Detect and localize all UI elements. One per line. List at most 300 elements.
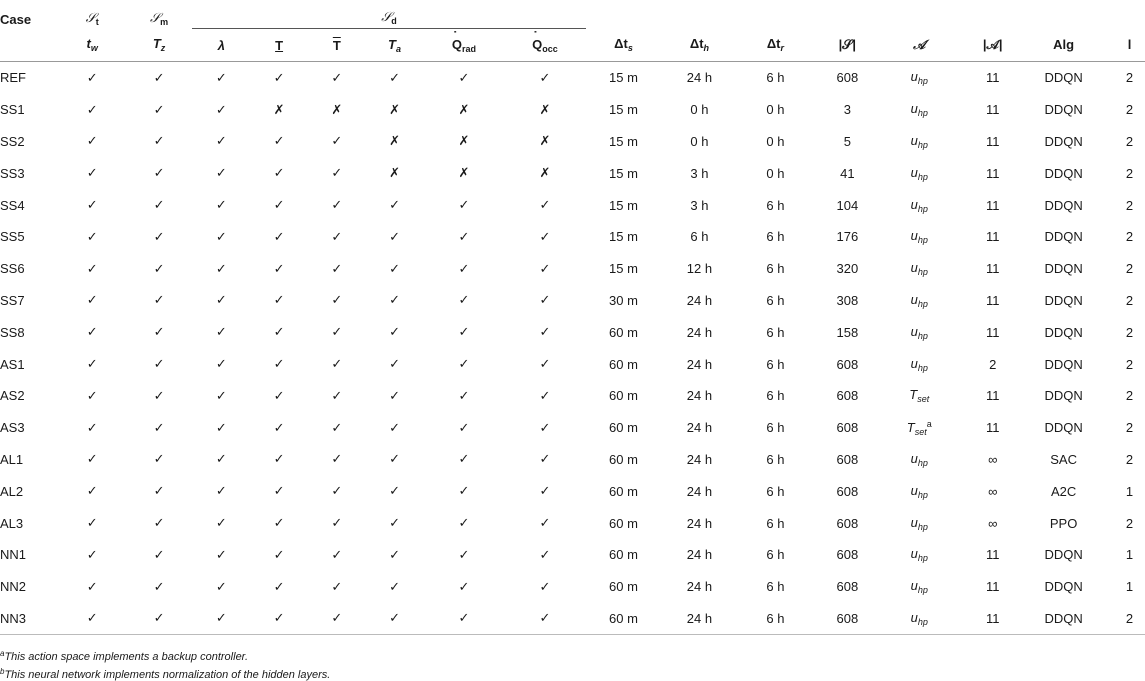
cell-last: 2	[1125, 292, 1134, 308]
cell-qocc: ✓	[539, 387, 551, 403]
cell-dtr: 6 h	[766, 356, 785, 372]
header-tw: $t_w$	[86, 36, 98, 54]
cell-dts: 60 m	[609, 579, 638, 595]
cell-ta: ✓	[389, 197, 400, 213]
cell-alg: DDQN	[1044, 420, 1083, 436]
cell-t-max: ✓	[331, 165, 343, 181]
cell-tz: ✓	[153, 356, 165, 372]
cell-dth: 0 h	[690, 102, 709, 118]
cell-last: 2	[1125, 197, 1134, 213]
cell-alg: DDQN	[1044, 197, 1083, 213]
cell-qrad: ✓	[458, 69, 470, 85]
cell-qocc: ✓	[539, 419, 551, 435]
table-row	[0, 539, 1145, 571]
cell-lambda: ✓	[215, 260, 227, 276]
cell-case: AL2	[0, 483, 24, 499]
table-row	[0, 62, 1145, 94]
cell-dtr: 0 h	[766, 133, 785, 149]
cell-s-size: 608	[836, 483, 859, 499]
cell-s-size: 608	[836, 610, 859, 626]
cell-dts: 60 m	[609, 515, 638, 531]
table-row	[0, 507, 1145, 539]
cell-alg: A2C	[1050, 483, 1077, 499]
cell-a-size: 11	[985, 70, 1000, 86]
cell-dts: 60 m	[609, 547, 638, 563]
cell-case: NN2	[0, 579, 27, 595]
cell-lambda: ✓	[215, 133, 227, 149]
cell-a-size: 11	[985, 610, 1000, 626]
table-row	[0, 126, 1145, 158]
cell-tw: ✓	[86, 387, 98, 403]
cell-qocc: ✗	[539, 101, 551, 117]
cell-t-max: ✓	[331, 292, 343, 308]
cell-last: 2	[1125, 261, 1134, 277]
cell-tw: ✓	[86, 546, 98, 562]
cell-s-size: 608	[836, 451, 859, 467]
cell-dts: 30 m	[609, 292, 638, 308]
cell-action: $u_{hp}$	[910, 355, 928, 373]
cell-t-min: ✓	[273, 133, 285, 149]
cell-s-size: 608	[836, 515, 859, 531]
cell-qrad: ✗	[458, 101, 470, 117]
cell-dtr: 6 h	[766, 229, 785, 245]
cell-dtr: 6 h	[766, 579, 785, 595]
cell-t-min: ✓	[273, 324, 285, 340]
cell-dth: 24 h	[686, 515, 713, 531]
cell-tw: ✓	[86, 451, 98, 467]
cell-action: $u_{hp}$	[910, 260, 928, 278]
header-dtr: $\Delta t_r$	[766, 36, 785, 54]
cell-ta: ✓	[389, 69, 400, 85]
cell-alg: DDQN	[1044, 324, 1083, 340]
cell-t-max: ✓	[331, 419, 343, 435]
cell-qocc: ✓	[539, 515, 551, 531]
cell-s-size: 308	[836, 292, 859, 308]
cell-dtr: 6 h	[766, 388, 785, 404]
cell-t-max: ✓	[331, 197, 343, 213]
cell-dts: 15 m	[609, 197, 638, 213]
cell-lambda: ✓	[215, 419, 227, 435]
cell-last: 1	[1125, 579, 1134, 595]
cell-last: 2	[1125, 515, 1134, 531]
cell-t-min: ✓	[273, 356, 285, 372]
cell-dth: 24 h	[686, 420, 713, 436]
cell-lambda: ✓	[215, 356, 227, 372]
cell-dts: 60 m	[609, 324, 638, 340]
table-row	[0, 189, 1145, 221]
cell-tw: ✓	[86, 515, 98, 531]
cell-alg: DDQN	[1044, 610, 1083, 626]
table-row	[0, 157, 1145, 189]
cell-dtr: 6 h	[766, 324, 785, 340]
cell-action: $u_{hp}$	[910, 291, 928, 309]
header-t-max: $\overline{T}$	[332, 37, 341, 53]
cell-t-min: ✗	[273, 101, 285, 117]
cell-tw: ✓	[86, 578, 98, 594]
cell-tw: ✓	[86, 356, 98, 372]
cell-t-max: ✓	[331, 515, 343, 531]
footnote-a: $^a$This action space implements a backup controller.	[0, 649, 248, 663]
cell-a-size: 11	[985, 229, 1000, 245]
cell-case: AS3	[0, 420, 25, 436]
cell-dth: 24 h	[686, 388, 713, 404]
cell-s-size: 104	[836, 197, 859, 213]
table-body	[0, 62, 1145, 635]
cell-last: 2	[1125, 388, 1134, 404]
cell-t-min: ✓	[273, 483, 285, 499]
cell-lambda: ✓	[215, 228, 227, 244]
cell-t-min: ✓	[273, 451, 285, 467]
cell-t-min: ✓	[273, 292, 285, 308]
cell-alg: DDQN	[1044, 102, 1083, 118]
table-row	[0, 444, 1145, 476]
table-row	[0, 603, 1145, 635]
cell-t-min: ✓	[273, 515, 285, 531]
cell-lambda: ✓	[215, 165, 227, 181]
table-row	[0, 221, 1145, 253]
cell-lambda: ✓	[215, 197, 227, 213]
cell-a-size: ∞	[988, 515, 998, 531]
cell-qocc: ✓	[539, 197, 551, 213]
cell-dth: 3 h	[690, 197, 709, 213]
cell-case: AL1	[0, 451, 24, 467]
cell-qocc: ✗	[539, 165, 551, 181]
cell-action: $u_{hp}$	[910, 196, 928, 214]
cell-dts: 60 m	[609, 451, 638, 467]
cell-dts: 60 m	[609, 388, 638, 404]
cell-s-size: 41	[840, 165, 855, 181]
cell-qocc: ✓	[539, 292, 551, 308]
table-row	[0, 94, 1145, 126]
cell-last: 1	[1125, 483, 1134, 499]
cell-a-size: ∞	[988, 451, 998, 467]
cell-qrad: ✓	[458, 483, 470, 499]
cell-ta: ✓	[389, 419, 400, 435]
cell-lambda: ✓	[215, 387, 227, 403]
cell-tz: ✓	[153, 133, 165, 149]
cell-t-min: ✓	[273, 69, 285, 85]
cell-a-size: 11	[985, 261, 1000, 277]
cell-t-min: ✓	[273, 610, 285, 626]
header-qocc: ˙ $Q_{occ}$	[504, 29, 585, 62]
cell-t-min: ✓	[273, 197, 285, 213]
header-alg: Alg	[1053, 37, 1075, 53]
cell-dtr: 6 h	[766, 515, 785, 531]
cell-dtr: 6 h	[766, 483, 785, 499]
cell-t-min: ✓	[273, 260, 285, 276]
cell-action: $u_{hp}$	[910, 546, 928, 564]
cell-dth: 24 h	[686, 324, 713, 340]
cell-last: 1	[1125, 547, 1134, 563]
header-case: Case	[0, 11, 32, 27]
cell-t-min: ✓	[273, 228, 285, 244]
cell-ta: ✓	[389, 610, 400, 626]
cell-qrad: ✓	[458, 419, 470, 435]
table-row	[0, 285, 1145, 317]
table-row	[0, 475, 1145, 507]
cell-dtr: 0 h	[766, 102, 785, 118]
cell-ta: ✗	[389, 165, 400, 181]
cell-ta: ✓	[389, 387, 400, 403]
cell-case: AL3	[0, 515, 24, 531]
cell-qocc: ✓	[539, 69, 551, 85]
cell-dth: 24 h	[686, 70, 713, 86]
cell-t-min: ✓	[273, 546, 285, 562]
cell-qocc: ✓	[539, 260, 551, 276]
cell-tw: ✓	[86, 260, 98, 276]
cell-s-size: 176	[836, 229, 859, 245]
cell-dtr: 6 h	[766, 292, 785, 308]
cell-tw: ✓	[86, 228, 98, 244]
cell-case: SS3	[0, 165, 25, 181]
cell-lambda: ✓	[215, 515, 227, 531]
cell-tz: ✓	[153, 324, 165, 340]
cell-case: NN3	[0, 610, 27, 626]
header-dts: $\Delta t_s$	[614, 36, 633, 54]
cell-qrad: ✓	[458, 228, 470, 244]
cell-alg: SAC	[1050, 451, 1077, 467]
cell-last: 2	[1125, 102, 1134, 118]
cell-dth: 0 h	[690, 133, 709, 149]
cell-qrad: ✓	[458, 451, 470, 467]
cell-t-max: ✓	[331, 228, 343, 244]
cell-a-size: 11	[985, 165, 1000, 181]
cell-a-size: 11	[985, 197, 1000, 213]
header-qrad: ˙ $Q_{rad}$	[423, 29, 504, 62]
cell-dth: 24 h	[686, 547, 713, 563]
table-row	[0, 253, 1145, 285]
cell-action: $u_{hp}$	[910, 228, 928, 246]
cell-qrad: ✓	[458, 197, 470, 213]
cell-tw: ✓	[86, 69, 98, 85]
cell-s-size: 3	[843, 102, 851, 118]
header-t-min: T	[275, 37, 284, 53]
cell-ta: ✓	[389, 324, 400, 340]
header-s-size: |𝒮|	[838, 36, 857, 52]
cell-qocc: ✗	[539, 133, 551, 149]
cell-s-size: 608	[836, 547, 859, 563]
table-row	[0, 316, 1145, 348]
cell-qocc: ✓	[539, 483, 551, 499]
cell-last: 2	[1125, 229, 1134, 245]
cell-t-min: ✓	[273, 387, 285, 403]
cell-tw: ✓	[86, 133, 98, 149]
cell-qrad: ✗	[458, 165, 470, 181]
header-lambda: λ	[217, 37, 225, 53]
cell-action: $u_{hp}$	[910, 609, 928, 627]
cell-dth: 24 h	[686, 610, 713, 626]
cell-action: $u_{hp}$	[910, 514, 928, 532]
cell-qrad: ✓	[458, 546, 470, 562]
cell-case: SS2	[0, 133, 25, 149]
cell-action: $u_{hp}$	[910, 101, 928, 119]
cell-dtr: 6 h	[766, 451, 785, 467]
cell-alg: DDQN	[1044, 133, 1083, 149]
cell-dts: 60 m	[609, 483, 638, 499]
cell-s-size: 608	[836, 388, 859, 404]
cell-ta: ✓	[389, 483, 400, 499]
cell-dth: 24 h	[686, 483, 713, 499]
cell-tw: ✓	[86, 197, 98, 213]
cell-lambda: ✓	[215, 483, 227, 499]
cell-a-size: 11	[985, 102, 1000, 118]
cell-last: 2	[1125, 324, 1134, 340]
cell-t-max: ✓	[331, 387, 343, 403]
cell-alg: DDQN	[1044, 165, 1083, 181]
cell-action: $T_{set}$	[909, 387, 930, 405]
cell-case: SS1	[0, 102, 25, 118]
cell-t-max: ✓	[331, 69, 343, 85]
cell-t-max: ✓	[331, 483, 343, 499]
cell-dts: 15 m	[609, 102, 638, 118]
table-row	[0, 380, 1145, 412]
cell-qrad: ✓	[458, 356, 470, 372]
cell-a-size: 11	[985, 133, 1000, 149]
cell-dth: 24 h	[686, 579, 713, 595]
cell-qrad: ✓	[458, 610, 470, 626]
cell-t-max: ✓	[331, 260, 343, 276]
cell-ta: ✓	[389, 451, 400, 467]
cell-dtr: 0 h	[766, 165, 785, 181]
cell-qocc: ✓	[539, 578, 551, 594]
cell-t-min: ✓	[273, 165, 285, 181]
cell-last: 2	[1125, 451, 1134, 467]
cell-tz: ✓	[153, 610, 165, 626]
cell-alg: DDQN	[1044, 579, 1083, 595]
cell-action: $u_{hp}$	[910, 164, 928, 182]
cell-last: 2	[1125, 133, 1134, 149]
cell-alg: DDQN	[1044, 261, 1083, 277]
cell-alg: PPO	[1049, 515, 1078, 531]
header-ta: $T_a$	[388, 36, 402, 54]
cell-ta: ✓	[389, 578, 400, 594]
cell-action: $u_{hp}$	[910, 482, 928, 500]
cell-dts: 15 m	[609, 261, 638, 277]
table-row	[0, 348, 1145, 380]
cell-ta: ✗	[389, 133, 400, 149]
cell-t-max: ✓	[331, 324, 343, 340]
cell-lambda: ✓	[215, 546, 227, 562]
cell-dtr: 6 h	[766, 610, 785, 626]
cell-lambda: ✓	[215, 610, 227, 626]
header-last: l	[1127, 37, 1132, 53]
cell-dts: 60 m	[609, 356, 638, 372]
header-tz: $T_z$	[152, 36, 166, 54]
cell-tz: ✓	[153, 546, 165, 562]
cell-qocc: ✓	[539, 451, 551, 467]
cell-dts: 15 m	[609, 133, 638, 149]
cell-s-size: 608	[836, 579, 859, 595]
cell-qocc: ✓	[539, 610, 551, 626]
cell-alg: DDQN	[1044, 70, 1083, 86]
cell-last: 2	[1125, 610, 1134, 626]
cell-qrad: ✓	[458, 578, 470, 594]
cell-ta: ✓	[389, 356, 400, 372]
cell-alg: DDQN	[1044, 547, 1083, 563]
cell-tz: ✓	[153, 451, 165, 467]
cell-a-size: 2	[989, 356, 997, 372]
cell-lambda: ✓	[215, 578, 227, 594]
cell-t-min: ✓	[273, 419, 285, 435]
cell-qocc: ✓	[539, 228, 551, 244]
cell-a-size: 11	[985, 420, 1000, 436]
cell-t-min: ✓	[273, 578, 285, 594]
cell-dts: 15 m	[609, 70, 638, 86]
cell-dtr: 6 h	[766, 197, 785, 213]
header-group-st: 𝒮$_t$	[85, 10, 99, 27]
cell-action: $u_{hp}$	[910, 578, 928, 596]
cell-tz: ✓	[153, 197, 165, 213]
cell-last: 2	[1125, 165, 1134, 181]
cell-lambda: ✓	[215, 69, 227, 85]
cell-dtr: 6 h	[766, 420, 785, 436]
cell-lambda: ✓	[215, 451, 227, 467]
cell-action: $u_{hp}$	[910, 450, 928, 468]
cell-dtr: 6 h	[766, 261, 785, 277]
cell-case: AS2	[0, 388, 25, 404]
cell-t-max: ✓	[331, 451, 343, 467]
cell-alg: DDQN	[1044, 388, 1083, 404]
cell-s-size: 608	[836, 356, 859, 372]
cell-ta: ✓	[389, 260, 400, 276]
cell-lambda: ✓	[215, 101, 227, 117]
cell-tz: ✓	[153, 578, 165, 594]
cell-t-max: ✓	[331, 356, 343, 372]
cell-dth: 12 h	[686, 261, 713, 277]
cell-alg: DDQN	[1044, 292, 1083, 308]
cell-case: REF	[0, 70, 26, 86]
cell-tz: ✓	[153, 483, 165, 499]
cell-tz: ✓	[153, 101, 165, 117]
cell-a-size: 11	[985, 547, 1000, 563]
cell-qocc: ✓	[539, 324, 551, 340]
cell-lambda: ✓	[215, 324, 227, 340]
cell-tw: ✓	[86, 610, 98, 626]
cell-dts: 15 m	[609, 165, 638, 181]
cell-dth: 24 h	[686, 292, 713, 308]
cell-t-max: ✓	[331, 546, 343, 562]
cell-lambda: ✓	[215, 292, 227, 308]
cell-dth: 6 h	[690, 229, 709, 245]
cell-s-size: 5	[843, 133, 851, 149]
cell-s-size: 608	[836, 70, 859, 86]
table-row	[0, 412, 1145, 444]
cell-t-max: ✓	[331, 578, 343, 594]
cell-s-size: 320	[836, 261, 859, 277]
cell-action: $u_{hp}$	[910, 69, 928, 87]
cell-last: 2	[1125, 420, 1134, 436]
cell-ta: ✓	[389, 546, 400, 562]
cell-action: $u_{hp}$	[910, 323, 928, 341]
cell-alg: DDQN	[1044, 356, 1083, 372]
cell-case: SS4	[0, 197, 25, 213]
cell-s-size: 158	[836, 324, 859, 340]
cell-last: 2	[1125, 70, 1134, 86]
cell-a-size: 11	[985, 324, 1000, 340]
cell-dtr: 6 h	[766, 70, 785, 86]
cell-tw: ✓	[86, 101, 98, 117]
cell-tw: ✓	[86, 483, 98, 499]
cell-ta: ✓	[389, 292, 400, 308]
cell-tw: ✓	[86, 292, 98, 308]
cell-ta: ✓	[389, 515, 400, 531]
cell-case: NN1	[0, 547, 27, 563]
cell-s-size: 608	[836, 420, 859, 436]
header-action: 𝒜	[913, 37, 926, 53]
cell-dth: 24 h	[686, 451, 713, 467]
cell-qrad: ✓	[458, 324, 470, 340]
cell-a-size: 11	[985, 388, 1000, 404]
